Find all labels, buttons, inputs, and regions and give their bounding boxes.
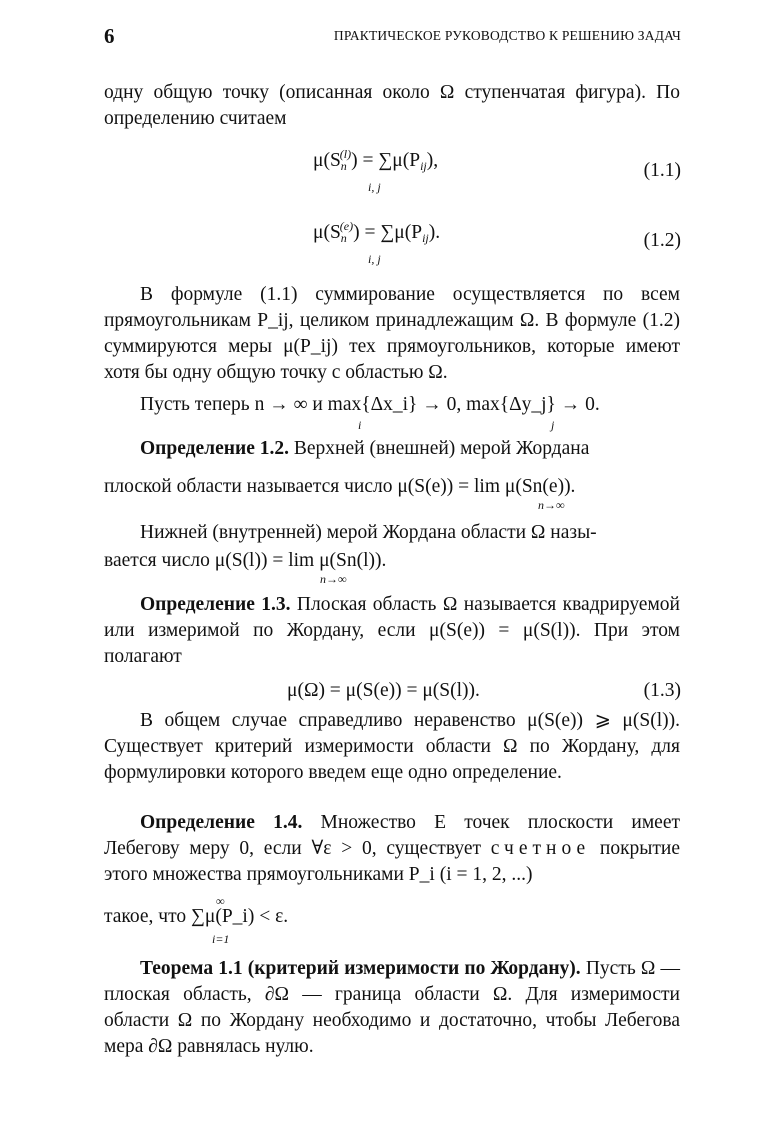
- equation-number-1-3: (1.3): [643, 680, 681, 701]
- page-header: [104, 24, 681, 48]
- lower-measure-formula: вается число μ(S(l)) = lim μ(Sn(l)). n→∞: [104, 550, 387, 586]
- emphasis-countable: счетное: [490, 838, 591, 859]
- definition-1-2-formula: плоской области называется число μ(S(e)) = lim μ(Sn(e)). n→∞: [104, 476, 576, 512]
- intro-paragraph: одну общую точку (описанная около Ω ступенчатая фигура). По определению считаем: [104, 82, 680, 129]
- definition-1-2: Определение 1.2. Верхней (внешней) мерой Жордана: [140, 438, 590, 459]
- page-number: 6: [104, 24, 115, 48]
- equation-1-1: $\mu(S_n^{(l)}) = \sum\mu(P_{ij})$, i, j: [313, 147, 439, 194]
- paragraph-summation: В формуле (1.1) суммирование осуществляется по всем прямоугольникам P_ij, целиком принадлежащим Ω. В формуле (1.2) суммируются меры μ(P_ij) тех прямоугольников, которые имеют хотя бы одну общую точку с областью Ω.: [104, 284, 680, 383]
- equation-1-3: μ(Ω) = μ(S(e)) = μ(S(l)).: [287, 680, 480, 701]
- definition-1-3-title: Определение 1.3.: [140, 594, 291, 615]
- paragraph-criterion: В общем случае справедливо неравенство μ(S(e)) ⩾ μ(S(l)). Существует критерий измеримости области Ω по Жордану, для формулировки которого введем еще одно определение.: [104, 710, 680, 783]
- running-title: ПРАКТИЧЕСКОЕ РУКОВОДСТВО К РЕШЕНИЮ ЗАДАЧ: [333, 28, 681, 43]
- lebesgue-condition: такое, что ∑μ(P_i) < ε. ∞ i=1: [104, 894, 289, 946]
- definition-1-4-title: Определение 1.4.: [140, 812, 303, 833]
- lower-measure-line: Нижней (внутренней) мерой Жордана области Ω назы-: [140, 522, 597, 543]
- equation-1-2: $\mu(S_n^{(e)}) = \sum\mu(P_{ij})$. i, j: [313, 219, 441, 266]
- theorem-1-1-title: Теорема 1.1 (критерий измеримости по Жордану).: [140, 958, 581, 979]
- definition-1-4: Определение 1.4. Множество E точек плоскости имеет Лебегову меру 0, если ∀ε > 0, существует счетное покрытие этого множества прямоугольниками P_i (i = 1, 2, ...): [104, 812, 681, 885]
- equation-number-1-1: (1.1): [643, 160, 681, 181]
- limits-line: Пусть теперь n → ∞ и max{Δx_i} → 0, max{Δy_j} → 0. i j: [140, 394, 600, 432]
- equation-number-1-2: (1.2): [643, 230, 681, 251]
- theorem-1-1: Теорема 1.1 (критерий измеримости по Жордану). Пусть Ω — плоская область, ∂Ω — граница области Ω. Для измеримости области Ω по Жордану необходимо и достаточно, чтобы Лебегова мера ∂Ω равнялась нулю.: [104, 958, 680, 1057]
- definition-1-3: Определение 1.3. Плоская область Ω называется квадрируемой или измеримой по Жордану, если μ(S(e)) = μ(S(l)). При этом полагают: [104, 594, 680, 667]
- definition-1-2-title: Определение 1.2.: [140, 438, 290, 459]
